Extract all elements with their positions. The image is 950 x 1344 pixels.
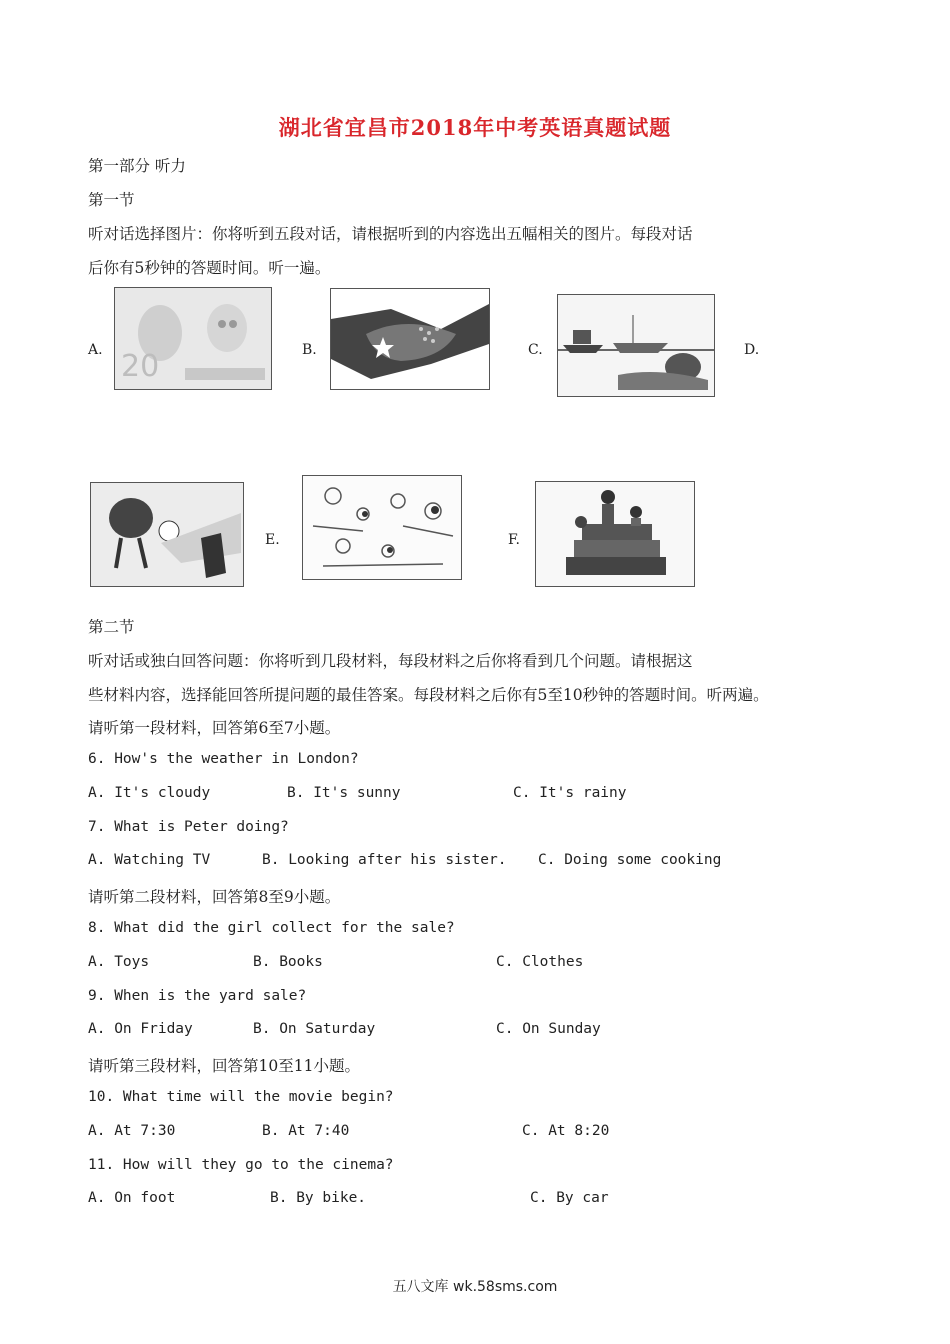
question-10-option-a: A. At 7:30	[88, 1123, 176, 1139]
instructions-2-line-2: 些材料内容，选择能回答所提问题的最佳答案。每段材料之后你有5至10秒钟的答题时间。听两遍。	[88, 686, 769, 704]
picture-label-c: C.	[528, 342, 543, 358]
picture-c-boats-river	[557, 294, 715, 397]
question-8: 8. What did the girl collect for the sale?	[88, 920, 455, 936]
question-8-option-b: B. Books	[253, 954, 323, 970]
question-6-option-b: B. It's sunny	[287, 785, 401, 801]
question-7-option-b: B. Looking after his sister.	[262, 852, 507, 868]
picture-label-d: D.	[744, 342, 760, 358]
question-11-option-c: C. By car	[530, 1190, 609, 1206]
page-title: 湖北省宜昌市2018年中考英语真题试题	[278, 115, 672, 140]
footer-watermark: 五八文库 wk.58sms.com	[392, 1279, 558, 1295]
question-7: 7. What is Peter doing?	[88, 819, 289, 835]
question-10-option-c: C. At 8:20	[522, 1123, 610, 1139]
material-3-heading: 请听第三段材料，回答第10至11小题。	[88, 1057, 360, 1075]
question-11-option-a: A. On foot	[88, 1190, 176, 1206]
material-1-heading: 请听第一段材料，回答第6至7小题。	[88, 719, 341, 737]
question-11: 11. How will they go to the cinema?	[88, 1157, 394, 1173]
question-6-option-c: C. It's rainy	[513, 785, 627, 801]
question-6-option-a: A. It's cloudy	[88, 785, 211, 801]
question-11-option-b: B. By bike.	[270, 1190, 367, 1206]
part-heading: 第一部分 听力	[88, 157, 186, 175]
section-2-heading: 第二节	[88, 618, 135, 636]
svg-text:20: 20	[121, 349, 160, 384]
question-9-option-c: C. On Sunday	[496, 1021, 601, 1037]
picture-label-f: F.	[508, 532, 520, 548]
question-8-option-c: C. Clothes	[496, 954, 584, 970]
instructions-1-line-1: 听对话选择图片：你将听到五段对话，请根据听到的内容选出五幅相关的图片。每段对话	[88, 225, 693, 243]
question-9-option-a: A. On Friday	[88, 1021, 193, 1037]
instructions-1-line-2: 后你有5秒钟的答题时间。听一遍。	[88, 259, 331, 277]
question-9: 9. When is the yard sale?	[88, 988, 307, 1004]
material-2-heading: 请听第二段材料，回答第8至9小题。	[88, 888, 341, 906]
question-8-option-a: A. Toys	[88, 954, 150, 970]
picture-f-kids-on-books	[535, 481, 695, 587]
picture-label-e: E.	[265, 532, 280, 548]
picture-b-handshake-flag	[330, 288, 490, 390]
picture-label-a: A.	[88, 342, 103, 358]
question-7-option-c: C. Doing some cooking	[538, 852, 722, 868]
picture-label-b: B.	[302, 342, 317, 358]
question-6: 6. How's the weather in London?	[88, 751, 359, 767]
question-7-option-a: A. Watching TV	[88, 852, 211, 868]
picture-d-cartoon-running	[90, 482, 244, 587]
picture-e-playground-sketch	[302, 475, 462, 580]
question-10-option-b: B. At 7:40	[262, 1123, 350, 1139]
question-10: 10. What time will the movie begin?	[88, 1089, 394, 1105]
picture-a-mascots	[114, 287, 272, 390]
question-9-option-b: B. On Saturday	[253, 1021, 376, 1037]
instructions-2-line-1: 听对话或独白回答问题：你将听到几段材料，每段材料之后你将看到几个问题。请根据这	[88, 652, 693, 670]
section-1-heading: 第一节	[88, 191, 135, 209]
